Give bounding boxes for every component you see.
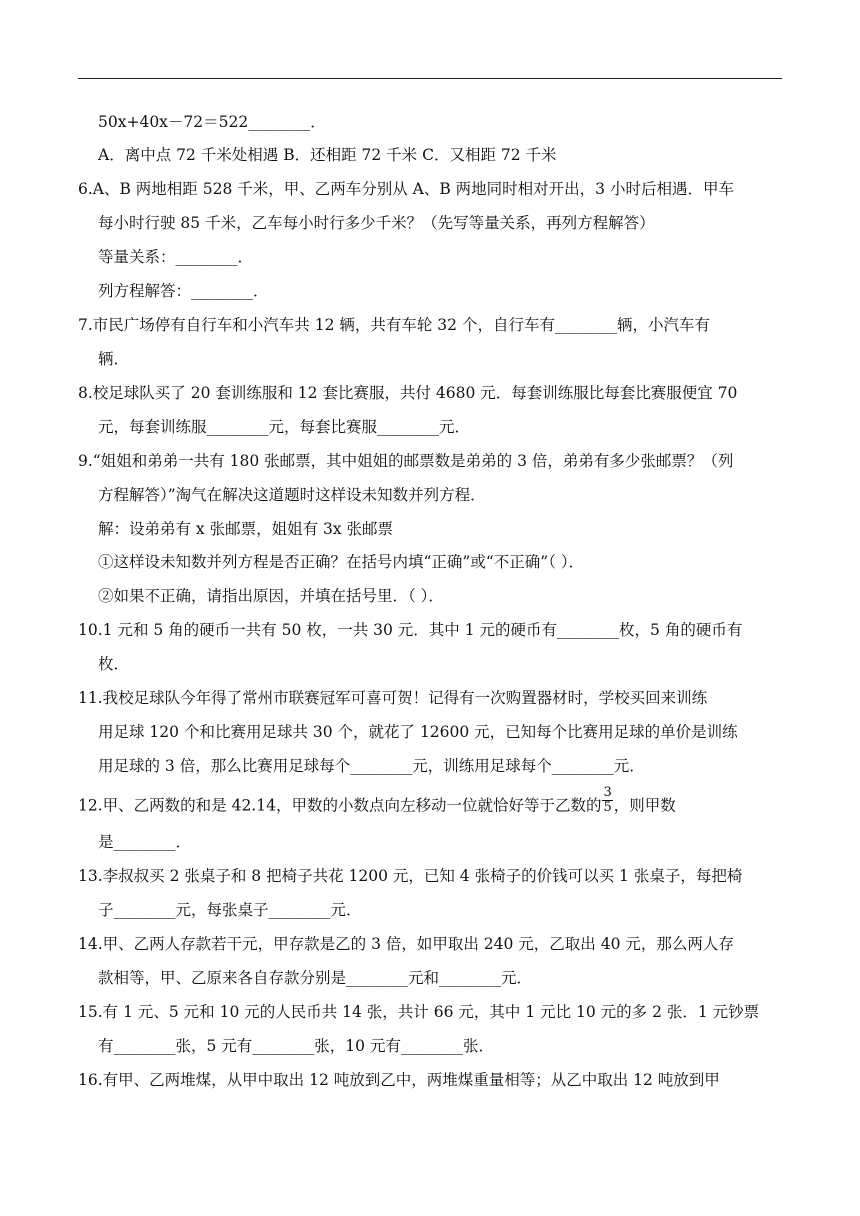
q7-text-line2: 辆．: [98, 350, 130, 368]
q5-options: A．离中点 72 千米处相遇 B．还相距 72 千米 C．又相距 72 千米: [98, 146, 557, 164]
q11-text-line1: 11.我校足球队今年得了常州市联赛冠军可喜可贺！记得有一次购置器材时，学校买回来训练: [78, 689, 708, 707]
fraction-numerator: 3: [603, 785, 612, 800]
q12-text-line1: [78, 785, 676, 815]
header-rule: [78, 78, 782, 79]
q10-text-line2: 枚．: [98, 655, 130, 673]
q9-text-line1: 9.“姐姐和弟弟一共有 180 张邮票，其中姐姐的邮票数是弟弟的 3 倍，弟弟有多少张邮票？（列: [78, 452, 734, 470]
q9-part1: ①这样设未知数并列方程是否正确？在括号内填“正确”或“不正确”（ ）．: [98, 553, 585, 571]
q16-text-line1: 16.有甲、乙两堆煤，从甲中取出 12 吨放到乙中，两堆煤重量相等；从乙中取出 12 吨放到甲: [78, 1071, 720, 1089]
q5-equation-line: 50x+40x－72＝522________．: [98, 113, 326, 131]
q6-relation: 等量关系：________．: [98, 248, 254, 266]
q8-text-line1: 8.校足球队买了 20 套训练服和 12 套比赛服，共付 4680 元．每套训练服比每套比赛服便宜 70: [78, 384, 738, 402]
q13-text-line2: 子________元，每张桌子________元．: [98, 901, 362, 919]
q14-text-line1: 14.甲、乙两人存款若干元，甲存款是乙的 3 倍，如甲取出 240 元，乙取出 40 元，那么两人存: [78, 935, 734, 953]
q9-solution: 解：设弟弟有 x 张邮票，姐姐有 3x 张邮票: [98, 520, 394, 538]
q9-part2: ②如果不正确，请指出原因，并填在括号里．（ ）．: [98, 587, 444, 605]
q12-text-a: 12.甲、乙两数的和是 42.14，甲数的小数点向左移动一位就恰好等于乙数的: [78, 796, 602, 815]
q15-text-line2: 有________张，5 元有________张，10 元有________张．: [98, 1037, 494, 1055]
q12-text-line2: 是________．: [98, 833, 192, 851]
fraction: [602, 786, 612, 815]
q11-text-line2: 用足球 120 个和比赛用足球共 30 个，就花了 12600 元，已知每个比赛用足球的单价是训练: [98, 723, 738, 741]
q6-text-line1: 6.A、B 两地相距 528 千米，甲、乙两车分别从 A、B 两地同时相对开出，3 小时后相遇．甲车: [78, 180, 734, 198]
q6-solve: 列方程解答：________．: [98, 282, 269, 300]
q8-text-line2: 元，每套训练服________元，每套比赛服________元．: [98, 418, 471, 436]
q6-text-line2: 每小时行驶 85 千米，乙车每小时行多少千米？（先写等量关系，再列方程解答）: [98, 214, 655, 232]
q13-text-line1: 13.李叔叔买 2 张桌子和 8 把椅子共花 1200 元，已知 4 张椅子的价钱可以买 1 张桌子，每把椅: [78, 867, 743, 885]
q15-text-line1: 15.有 1 元、5 元和 10 元的人民币共 14 张，共计 66 元，其中 1 元比 10 元的多 2 张．1 元钞票: [78, 1003, 760, 1021]
fraction-denominator: 5: [603, 800, 612, 815]
q11-text-line3: 用足球的 3 倍，那么比赛用足球每个________元，训练用足球每个________元．: [98, 757, 645, 775]
q9-text-line2: 方程解答）”淘气在解决这道题时这样设未知数并列方程．: [98, 486, 486, 504]
q14-text-line2: 款相等，甲、乙原来各自存款分别是________元和________元．: [98, 969, 533, 987]
q12-text-b: ，则甲数: [613, 796, 676, 815]
q10-text-line1: 10.1 元和 5 角的硬币一共有 50 枚，一共 30 元．其中 1 元的硬币有________枚，5 角的硬币有: [78, 621, 743, 639]
q7-text-line1: 7.市民广场停有自行车和小汽车共 12 辆，共有车轮 32 个，自行车有________辆，小汽车有: [78, 316, 710, 334]
